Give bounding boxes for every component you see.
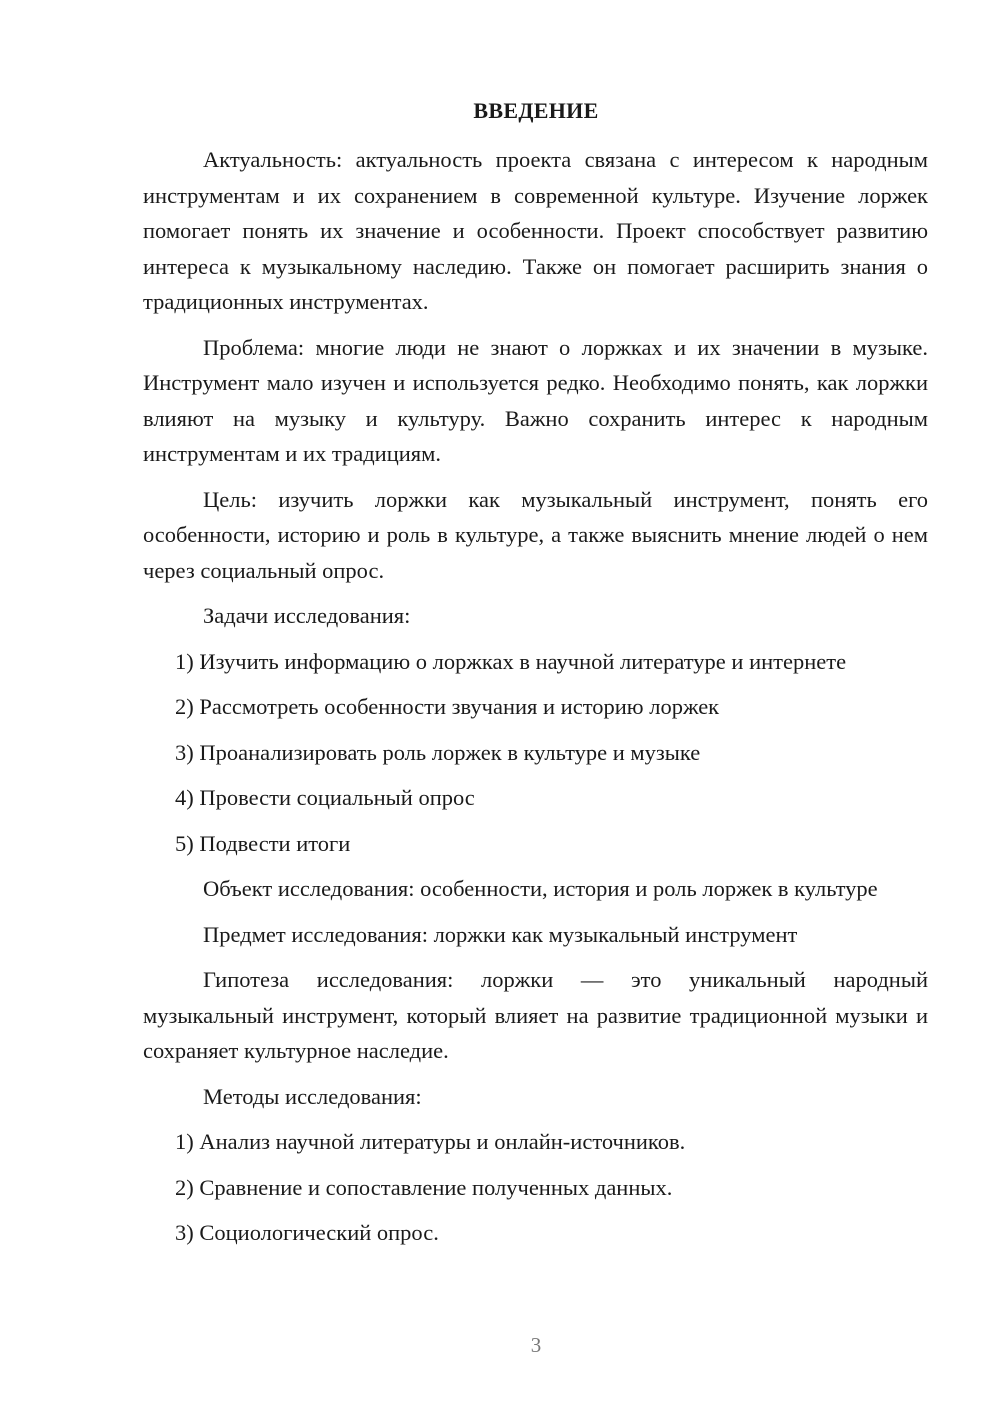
subject-paragraph: Предмет исследования: лоржки как музыкальный инструмент (203, 921, 798, 947)
tasks-list (143, 644, 928, 862)
page-content (143, 142, 928, 1261)
relevance-paragraph: Актуальность: актуальность проекта связана с интересом к народным инструментам и их сохранением в современной культуре. Изучение лоржек помогает понять их значение и особенности. Проект способствует развитию интереса к музыкальному наследию. Также он помогает расширить знания о традиционных инструментах. (143, 147, 928, 314)
goal-paragraph: Цель: изучить лоржки как музыкальный инструмент, понять его особенности, историю и роль в культуре, а также выяснить мнение людей о нем через социальный опрос. (143, 486, 928, 583)
methods-list (143, 1124, 928, 1251)
list-item: 1) Изучить информацию о лоржках в научной литературе и интернете (175, 648, 847, 674)
problem-paragraph: Проблема: многие люди не знают о лоржках и их значении в музыке. Инструмент мало изучен и используется редко. Необходимо понять, как лоржки влияют на музыку и культуру. Важно сохранить интерес к народным инструментам и их традициям. (143, 334, 928, 466)
list-item: 2) Рассмотреть особенности звучания и историю лоржек (175, 694, 720, 719)
object-paragraph: Объект исследования: особенности, история и роль лоржек в культуре (203, 876, 878, 901)
hypothesis-paragraph: Гипотеза исследования: лоржки — это уникальный народный музыкальный инструмент, который влияет на развитие традиционной музыки и сохраняет культурное наследие. (143, 967, 928, 1063)
list-item: 5) Подвести итоги (175, 830, 351, 856)
page-title: ВВЕДЕНИЕ (473, 98, 599, 123)
list-item: 4) Провести социальный опрос (175, 785, 475, 810)
list-item: 3) Проанализировать роль лоржек в культуре и музыке (175, 739, 701, 765)
methods-heading: Методы исследования: (203, 1083, 422, 1109)
tasks-heading: Задачи исследования: (203, 603, 411, 628)
page-number: 3 (530, 1333, 542, 1357)
list-item: 2) Сравнение и сопоставление полученных данных. (175, 1174, 673, 1200)
list-item: 3) Социологический опрос. (175, 1220, 439, 1245)
list-item: 1) Анализ научной литературы и онлайн-источников. (175, 1129, 686, 1154)
